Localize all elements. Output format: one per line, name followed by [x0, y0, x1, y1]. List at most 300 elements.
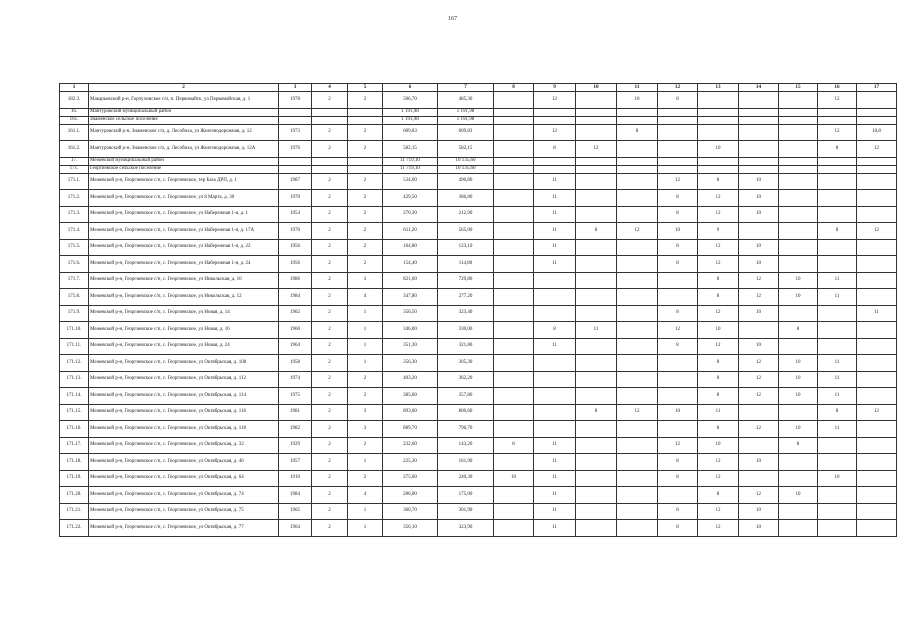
table-cell-col16: 10 [818, 470, 857, 487]
table-cell-col4: 2 [312, 124, 348, 141]
table-cell-col16: 12 [818, 124, 857, 141]
table-cell-col13: 12 [698, 503, 739, 520]
table-cell-col12: 8 [658, 92, 698, 109]
table-cell-col17 [857, 470, 897, 487]
table-cell-col10 [576, 388, 617, 405]
table-row [60, 437, 897, 454]
table-cell-col1: 161.2. [60, 141, 89, 158]
table-cell-col17 [857, 116, 897, 124]
header-cell-col2: 2 [89, 84, 279, 92]
table-cell-col12 [658, 272, 698, 289]
table-cell-col8 [494, 289, 534, 306]
table-cell-col8 [494, 338, 534, 355]
table-row [60, 487, 897, 504]
table-cell-col3: 1929 [279, 437, 312, 454]
table-cell-col4 [312, 108, 348, 116]
table-cell-col6: 582,15 [383, 141, 438, 158]
table-cell-col9 [534, 272, 576, 289]
table-cell-col5: 3 [348, 421, 383, 438]
table-cell-col12 [658, 371, 698, 388]
table-cell-col8 [494, 173, 534, 190]
table-cell-col5: 2 [348, 223, 383, 240]
table-cell-col13: 9 [698, 223, 739, 240]
table-cell-col15: 10 [779, 272, 818, 289]
table-cell-col7: 485,30 [438, 92, 494, 109]
table-cell-col11: 12 [617, 404, 658, 421]
table-cell-col2: Макарьевский р-н, Горчухинское с/п, п. Первомайск, ул Первомайская, д. 1 [89, 92, 279, 109]
table-row [60, 272, 897, 289]
table-cell-col1: 182.3. [60, 92, 89, 109]
table-cell-col4: 2 [312, 141, 348, 158]
header-cell-col17: 17 [857, 84, 897, 92]
table-cell-col14 [739, 322, 779, 339]
table-cell-col8 [494, 404, 534, 421]
table-cell-col4: 2 [312, 388, 348, 405]
table-cell-col8 [494, 421, 534, 438]
table-cell-col7: 729,80 [438, 272, 494, 289]
table-cell-col17 [857, 206, 897, 223]
table-cell-col3: 1957 [279, 454, 312, 471]
table-cell-col17 [857, 487, 897, 504]
table-row [60, 289, 897, 306]
table-cell-col6: 11 719,10 [383, 157, 438, 165]
table-cell-col15 [779, 454, 818, 471]
table-cell-col13: 8 [698, 173, 739, 190]
table-cell-col8 [494, 520, 534, 537]
table-cell-col4: 2 [312, 322, 348, 339]
table-cell-col13: 10 [698, 437, 739, 454]
table-cell-col7: 10 135,60 [438, 165, 494, 173]
table-cell-col17 [857, 520, 897, 537]
table-cell-col14 [739, 223, 779, 240]
table-cell-col17 [857, 92, 897, 109]
table-cell-col16: 8 [818, 223, 857, 240]
header-cell-col4: 4 [312, 84, 348, 92]
table-cell-col10 [576, 305, 617, 322]
table-cell-col13: 12 [698, 190, 739, 207]
table-cell-col4: 2 [312, 437, 348, 454]
table-cell-col13: 12 [698, 520, 739, 537]
table-cell-col12 [658, 421, 698, 438]
table-cell-col2: Межевской р-н, Георгиевское с/п, с. Георгиевское, тер База ДРП, д. 1 [89, 173, 279, 190]
table-cell-col4: 2 [312, 272, 348, 289]
table-cell-col1: 171.21. [60, 503, 89, 520]
table-cell-col15 [779, 108, 818, 116]
table-cell-col13: 8 [698, 421, 739, 438]
table-cell-col8 [494, 141, 534, 158]
table-cell-col8 [494, 487, 534, 504]
table-cell-col8 [494, 92, 534, 109]
table-cell-col3: 1956 [279, 256, 312, 273]
table-cell-col6: 11 719,10 [383, 165, 438, 173]
table-cell-col7: 800,60 [438, 404, 494, 421]
table-cell-col2: Межевской р-н, Георгиевское с/п, с. Георгиевское, ул Новая, д. 24 [89, 338, 279, 355]
table-cell-col2: Межевской р-н, Георгиевское с/п, с. Георгиевское, ул Набережная 1-я, д. 22 [89, 239, 279, 256]
table-cell-col13: 8 [698, 289, 739, 306]
table-cell-col12 [658, 108, 698, 116]
table-cell-col13 [698, 116, 739, 124]
table-cell-col1: 171.18. [60, 454, 89, 471]
table-cell-col14 [739, 116, 779, 124]
table-cell-col5 [348, 108, 383, 116]
table-cell-col7: 362,20 [438, 371, 494, 388]
table-cell-col6: 821,60 [383, 272, 438, 289]
table-cell-col12: 8 [658, 520, 698, 537]
table-cell-col9 [534, 404, 576, 421]
table-cell-col13: 12 [698, 470, 739, 487]
table-cell-col5: 1 [348, 503, 383, 520]
table-cell-col8 [494, 388, 534, 405]
table-cell-col2: Межевской муниципальный район [89, 157, 279, 165]
table-cell-col16 [818, 190, 857, 207]
table-cell-col10 [576, 206, 617, 223]
table-cell-col17 [857, 322, 897, 339]
table-cell-col7: 114,80 [438, 256, 494, 273]
table-cell-col12: 8 [658, 256, 698, 273]
table-cell-col11 [617, 272, 658, 289]
table-cell-col14 [739, 141, 779, 158]
table-cell-col11 [617, 437, 658, 454]
header-cell-col11: 11 [617, 84, 658, 92]
table-cell-col7: 143,20 [438, 437, 494, 454]
table-cell-col1: 171.20. [60, 487, 89, 504]
table-cell-col4: 2 [312, 92, 348, 109]
table-cell-col3: 1982 [279, 421, 312, 438]
table-cell-col3: 1965 [279, 503, 312, 520]
table-cell-col2: Межевской р-н, Георгиевское с/п, с. Георгиевское, ул Никольская, д. 12 [89, 289, 279, 306]
table-cell-col17 [857, 157, 897, 165]
table-row [60, 116, 897, 124]
table-cell-col5: 4 [348, 487, 383, 504]
table-cell-col2: Межевской р-н, Георгиевское с/п, с. Георгиевское, ул Октябрьская, д. 75 [89, 503, 279, 520]
table-cell-col16 [818, 322, 857, 339]
table-cell-col5: 4 [348, 289, 383, 306]
table-cell-col10 [576, 289, 617, 306]
table-header [60, 84, 897, 92]
table-cell-col16 [818, 305, 857, 322]
table-cell-col5 [348, 116, 383, 124]
table-body [60, 92, 897, 537]
table-cell-col3: 1962 [279, 305, 312, 322]
table-cell-col10 [576, 124, 617, 141]
table-cell-col4: 2 [312, 487, 348, 504]
table-cell-col6: 346,00 [383, 322, 438, 339]
table-cell-col3: 1970 [279, 190, 312, 207]
table-cell-col1: 171.14. [60, 388, 89, 405]
table-cell-col9: 11 [534, 437, 576, 454]
table-cell-col11 [617, 470, 658, 487]
table-cell-col2: Мантуровский муниципальный район [89, 108, 279, 116]
table-cell-col2: Межевской р-н, Георгиевское с/п, с. Георгиевское, ул Октябрьская, д. 108 [89, 355, 279, 372]
table-cell-col13: 12 [698, 206, 739, 223]
table-cell-col15 [779, 256, 818, 273]
table-cell-col12: 8 [658, 454, 698, 471]
table-cell-col3 [279, 165, 312, 173]
table-cell-col3: 1973 [279, 124, 312, 141]
table-row [60, 470, 897, 487]
table-cell-col13 [698, 92, 739, 109]
table-cell-col5: 2 [348, 239, 383, 256]
table-cell-col8 [494, 190, 534, 207]
table-cell-col3: 1960 [279, 322, 312, 339]
table-cell-col12 [658, 355, 698, 372]
table-cell-col4: 2 [312, 289, 348, 306]
table-cell-col15 [779, 520, 818, 537]
table-cell-col14 [739, 437, 779, 454]
table-cell-col1: 171.22. [60, 520, 89, 537]
table-cell-col9: 11 [534, 487, 576, 504]
table-cell-col7: 796,70 [438, 421, 494, 438]
table-cell-col7: 1 191,98 [438, 108, 494, 116]
table-cell-col16: 11 [818, 421, 857, 438]
table-row [60, 404, 897, 421]
table-cell-col2: Межевской р-н, Георгиевское с/п, с. Георгиевское, ул 8 Марта, д. 30 [89, 190, 279, 207]
table-cell-col10 [576, 116, 617, 124]
table-cell-col14 [739, 108, 779, 116]
table-cell-col3: 1984 [279, 487, 312, 504]
table-cell-col2: Межевской р-н, Георгиевское с/п, с. Георгиевское, ул Октябрьская, д. 46 [89, 454, 279, 471]
table-cell-col10: 11 [576, 322, 617, 339]
table-cell-col12: 12 [658, 322, 698, 339]
table-cell-col13: 10 [698, 322, 739, 339]
table-cell-col8 [494, 371, 534, 388]
table-cell-col16 [818, 487, 857, 504]
table-cell-col15: 10 [779, 289, 818, 306]
table-cell-col6: 356,50 [383, 305, 438, 322]
table-cell-col10 [576, 421, 617, 438]
table-cell-col17 [857, 454, 897, 471]
table-cell-col5: 2 [348, 124, 383, 141]
table-cell-col5: 3 [348, 404, 383, 421]
table-cell-col15 [779, 157, 818, 165]
table-cell-col16 [818, 437, 857, 454]
table-row [60, 338, 897, 355]
header-cell-col3: 3 [279, 84, 312, 92]
table-cell-col13 [698, 165, 739, 173]
table-cell-col7: 175,00 [438, 487, 494, 504]
table-cell-col11 [617, 338, 658, 355]
table-cell-col16: 11 [818, 272, 857, 289]
table-cell-col3: 1974 [279, 371, 312, 388]
table-row [60, 520, 897, 537]
table-cell-col6: 1 191,98 [383, 108, 438, 116]
table-cell-col5: 2 [348, 388, 383, 405]
table-cell-col2: Межевской р-н, Георгиевское с/п, с. Георгиевское, ул Октябрьская, д. 64 [89, 470, 279, 487]
table-cell-col9: 12 [534, 124, 576, 141]
table-cell-col12: 8 [658, 190, 698, 207]
table-row [60, 223, 897, 240]
table-cell-col11: 8 [617, 124, 658, 141]
table-cell-col7: 277,20 [438, 289, 494, 306]
table-cell-col6: 270,30 [383, 206, 438, 223]
table-cell-col16 [818, 116, 857, 124]
table-cell-col2: Межевской р-н, Георгиевское с/п, с. Георгиевское, ул Набережная 1-я, д. 24 [89, 256, 279, 273]
table-cell-col13: 12 [698, 239, 739, 256]
table-cell-col11 [617, 503, 658, 520]
table-cell-col12: 8 [658, 305, 698, 322]
table-cell-col8 [494, 256, 534, 273]
table-cell-col17 [857, 421, 897, 438]
table-cell-col11 [617, 355, 658, 372]
table-row [60, 454, 897, 471]
table-cell-col7: 212,90 [438, 206, 494, 223]
header-cell-col10: 10 [576, 84, 617, 92]
table-cell-col14: 10 [739, 338, 779, 355]
table-cell-col5: 2 [348, 190, 383, 207]
table-cell-col14: 12 [739, 289, 779, 306]
table-cell-col7: 10 135,60 [438, 157, 494, 165]
table-cell-col7: 1 191,98 [438, 116, 494, 124]
table-cell-col13: 10 [698, 141, 739, 158]
table-cell-col9 [534, 165, 576, 173]
table-cell-col8 [494, 454, 534, 471]
header-cell-col16: 16 [818, 84, 857, 92]
table-cell-col13: 12 [698, 256, 739, 273]
table-cell-col17 [857, 272, 897, 289]
table-cell-col8 [494, 355, 534, 372]
table-cell-col4: 2 [312, 239, 348, 256]
table-cell-col15 [779, 503, 818, 520]
table-cell-col1: 171.2. [60, 190, 89, 207]
table-cell-col3 [279, 157, 312, 165]
table-cell-col11 [617, 157, 658, 165]
table-cell-col10 [576, 371, 617, 388]
table-cell-col14 [739, 404, 779, 421]
table-cell-col17 [857, 165, 897, 173]
table-cell-col16: 11 [818, 355, 857, 372]
header-cell-col6: 6 [383, 84, 438, 92]
table-row [60, 503, 897, 520]
table-cell-col6: 385,60 [383, 388, 438, 405]
table-cell-col1: 171.19. [60, 470, 89, 487]
table-cell-col15: 10 [779, 371, 818, 388]
table-cell-col7: 123,10 [438, 239, 494, 256]
table-cell-col2: Мантуровский р-н, Знаменское с/п, д. Лесобиха, ул Железнодорожная, д. 12 [89, 124, 279, 141]
table-cell-col3 [279, 116, 312, 124]
table-row [60, 141, 897, 158]
table-cell-col12 [658, 165, 698, 173]
table-cell-col2: Мантуровский р-н, Знаменское с/п, д. Лесобиха, ул Железнодорожная, д. 12А [89, 141, 279, 158]
table-cell-col17 [857, 371, 897, 388]
table-row [60, 165, 897, 173]
table-cell-col13: 8 [698, 487, 739, 504]
table-cell-col12 [658, 487, 698, 504]
header-cell-col8: 8 [494, 84, 534, 92]
table-cell-col14 [739, 157, 779, 165]
table-cell-col2: Межевской р-н, Георгиевское с/п, с. Георгиевское, ул Никольская, д. 10 [89, 272, 279, 289]
table-cell-col13: 8 [698, 388, 739, 405]
table-cell-col4: 2 [312, 173, 348, 190]
table-row [60, 92, 897, 109]
table-cell-col16 [818, 520, 857, 537]
table-cell-col17 [857, 173, 897, 190]
table-cell-col14 [739, 165, 779, 173]
table-cell-col4: 2 [312, 520, 348, 537]
table-cell-col7: 305,30 [438, 355, 494, 372]
table-cell-col7: 323,40 [438, 305, 494, 322]
table-cell-col2: Межевской р-н, Георгиевское с/п, с. Георгиевское, ул Новая, д. 16 [89, 322, 279, 339]
table-cell-col15 [779, 165, 818, 173]
table-cell-col14: 10 [739, 239, 779, 256]
table-cell-col2: Межевской р-н, Георгиевское с/п, с. Георгиевское, ул Октябрьская, д. 118 [89, 421, 279, 438]
table-cell-col10 [576, 239, 617, 256]
table-cell-col13: 8 [698, 272, 739, 289]
table-cell-col13: 8 [698, 371, 739, 388]
table-cell-col14: 10 [739, 520, 779, 537]
table-cell-col4 [312, 157, 348, 165]
table-cell-col16 [818, 165, 857, 173]
table-cell-col6: 356,30 [383, 355, 438, 372]
table-cell-col5: 2 [348, 256, 383, 273]
table-cell-col11 [617, 173, 658, 190]
table-cell-col11 [617, 141, 658, 158]
table-cell-col11 [617, 108, 658, 116]
table-cell-col14: 12 [739, 355, 779, 372]
table-cell-col6: 232,60 [383, 437, 438, 454]
table-cell-col7: 323,90 [438, 520, 494, 537]
table-cell-col15: 10 [779, 487, 818, 504]
table-cell-col6: 356,10 [383, 520, 438, 537]
table-cell-col5: 2 [348, 470, 383, 487]
table-cell-col3: 1986 [279, 272, 312, 289]
table-cell-col16 [818, 157, 857, 165]
table-cell-col15 [779, 141, 818, 158]
table-cell-col10 [576, 470, 617, 487]
table-cell-col11 [617, 239, 658, 256]
table-cell-col3: 1910 [279, 470, 312, 487]
table-row [60, 124, 897, 141]
table-cell-col16: 8 [818, 404, 857, 421]
table-cell-col12: 10 [658, 404, 698, 421]
table-cell-col1: 171. [60, 165, 89, 173]
table-cell-col9: 8 [534, 141, 576, 158]
table-cell-col9: 11 [534, 223, 576, 240]
table-cell-col8 [494, 206, 534, 223]
table-cell-col6: 351,30 [383, 338, 438, 355]
table-cell-col6: 429,50 [383, 190, 438, 207]
table-cell-col10 [576, 256, 617, 273]
table-cell-col14: 12 [739, 388, 779, 405]
table-cell-col5: 1 [348, 322, 383, 339]
table-cell-col3: 1958 [279, 355, 312, 372]
table-cell-col5: 3 [348, 272, 383, 289]
table-cell-col2: Знаменское сельское поселение [89, 116, 279, 124]
table-cell-col10 [576, 157, 617, 165]
table-cell-col8: 10 [494, 470, 534, 487]
table-cell-col1: 171.13. [60, 371, 89, 388]
table-cell-col3: 1976 [279, 141, 312, 158]
table-cell-col4: 2 [312, 256, 348, 273]
table-cell-col6: 889,70 [383, 421, 438, 438]
table-cell-col12 [658, 157, 698, 165]
table-cell-col16 [818, 503, 857, 520]
table-cell-col5: 1 [348, 520, 383, 537]
table-cell-col11 [617, 487, 658, 504]
table-cell-col15 [779, 404, 818, 421]
table-cell-col15: 10 [779, 388, 818, 405]
table-cell-col5 [348, 157, 383, 165]
table-cell-col14: 12 [739, 487, 779, 504]
table-cell-col11 [617, 190, 658, 207]
table-cell-col10 [576, 165, 617, 173]
table-cell-col8 [494, 272, 534, 289]
table-cell-col4: 2 [312, 355, 348, 372]
table-row [60, 173, 897, 190]
table-cell-col17 [857, 338, 897, 355]
table-cell-col4: 2 [312, 206, 348, 223]
table-cell-col1: 171.15. [60, 404, 89, 421]
table-cell-col2: Межевской р-н, Георгиевское с/п, с. Георгиевское, ул Октябрьская, д. 116 [89, 404, 279, 421]
